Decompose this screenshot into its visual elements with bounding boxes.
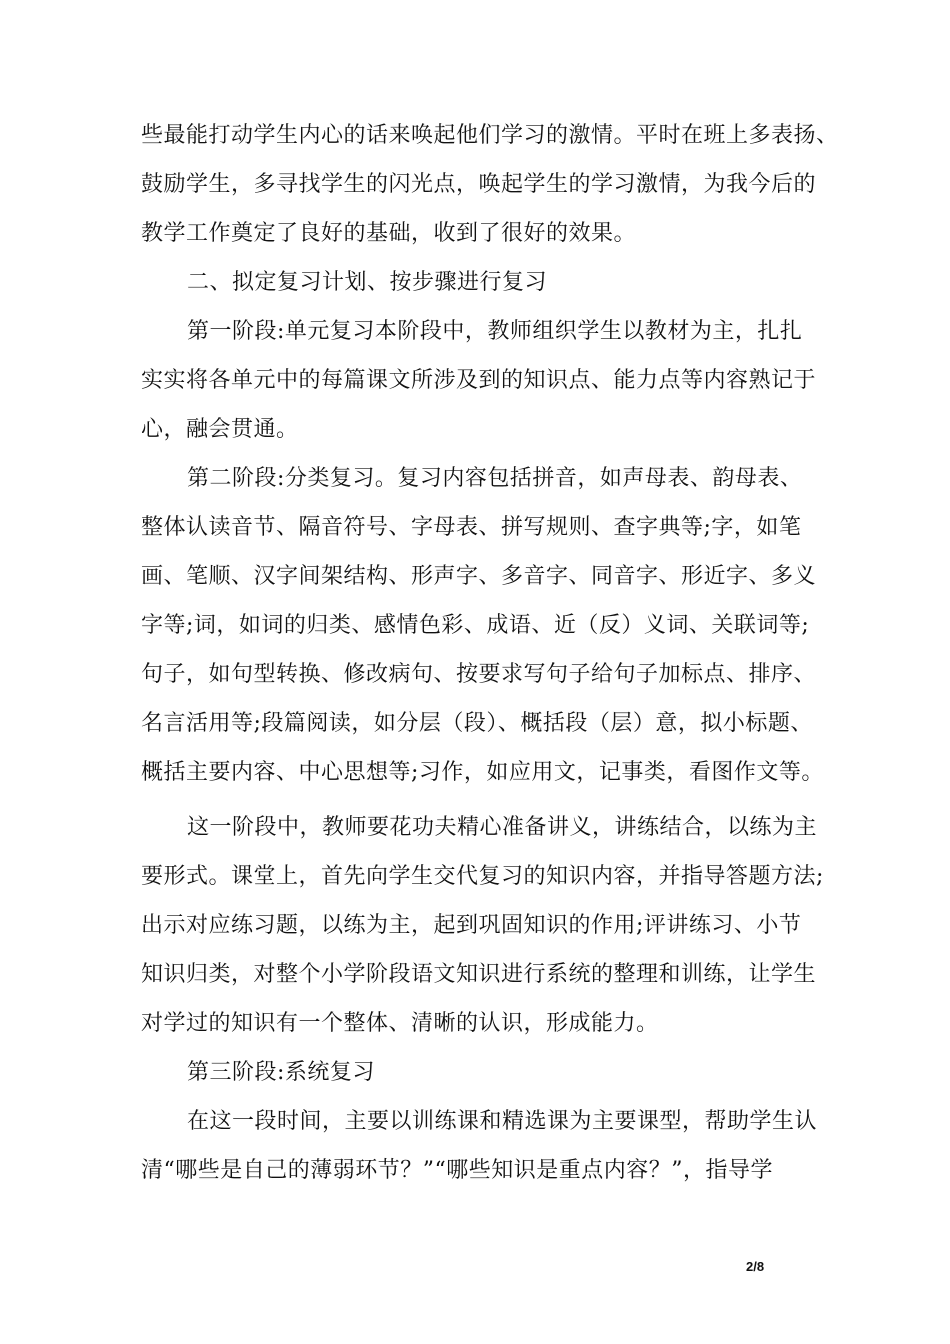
body-text-line: 名言活用等;段篇阅读，如分层（段）、概括段（层）意，拟小标题、 <box>141 711 813 736</box>
body-text-line: 清“哪些是自己的薄弱环节？”“哪些知识是重点内容？”，指导学 <box>141 1158 773 1183</box>
body-text-line: 些最能打动学生内心的话来唤起他们学习的激情。平时在班上多表扬、 <box>141 123 839 148</box>
body-text-line: 知识归类，对整个小学阶段语文知识进行系统的整理和训练，让学生 <box>141 962 817 987</box>
body-text-line: 字等;词，如词的归类、感情色彩、成语、近（反）义词、关联词等; <box>141 613 810 638</box>
section-heading: 第三阶段:系统复习 <box>187 1060 375 1085</box>
body-text-line: 出示对应练习题，以练为主，起到巩固知识的作用;评讲练习、小节 <box>141 913 802 938</box>
body-text-line: 鼓励学生，多寻找学生的闪光点，唤起学生的学习激情，为我今后的 <box>141 172 817 197</box>
body-text-line: 整体认读音节、隔音符号、字母表、拼写规则、查字典等;字，如笔 <box>141 515 802 540</box>
body-text-line: 心，融会贯通。 <box>141 417 299 442</box>
body-text-line: 第一阶段:单元复习本阶段中，教师组织学生以教材为主，扎扎 <box>187 319 803 344</box>
body-text-line: 概括主要内容、中心思想等;习作，如应用文，记事类，看图作文等。 <box>141 760 824 785</box>
body-text-line: 画、笔顺、汉字间架结构、形声字、多音字、同音字、形近字、多义 <box>141 564 817 589</box>
body-text-line: 教学工作奠定了良好的基础，收到了很好的效果。 <box>141 221 637 246</box>
body-text-line: 对学过的知识有一个整体、清晰的认识，形成能力。 <box>141 1011 659 1036</box>
body-text-line: 句子，如句型转换、修改病句、按要求写句子给句子加标点、排序、 <box>141 662 817 687</box>
body-text-line: 这一阶段中，教师要花功夫精心准备讲义，讲练结合，以练为主 <box>187 815 818 840</box>
body-text-line: 第二阶段:分类复习。复习内容包括拼音，如声母表、韵母表、 <box>187 466 803 491</box>
body-text-line: 实实将各单元中的每篇课文所涉及到的知识点、能力点等内容熟记于 <box>141 368 817 393</box>
body-text-line: 在这一段时间，主要以训练课和精选课为主要课型，帮助学生认 <box>187 1109 818 1134</box>
body-text-line: 要形式。课堂上，首先向学生交代复习的知识内容，并指导答题方法; <box>141 864 824 889</box>
section-heading: 二、拟定复习计划、按步骤进行复习 <box>187 270 548 295</box>
page-number: 2/8 <box>746 1259 765 1274</box>
